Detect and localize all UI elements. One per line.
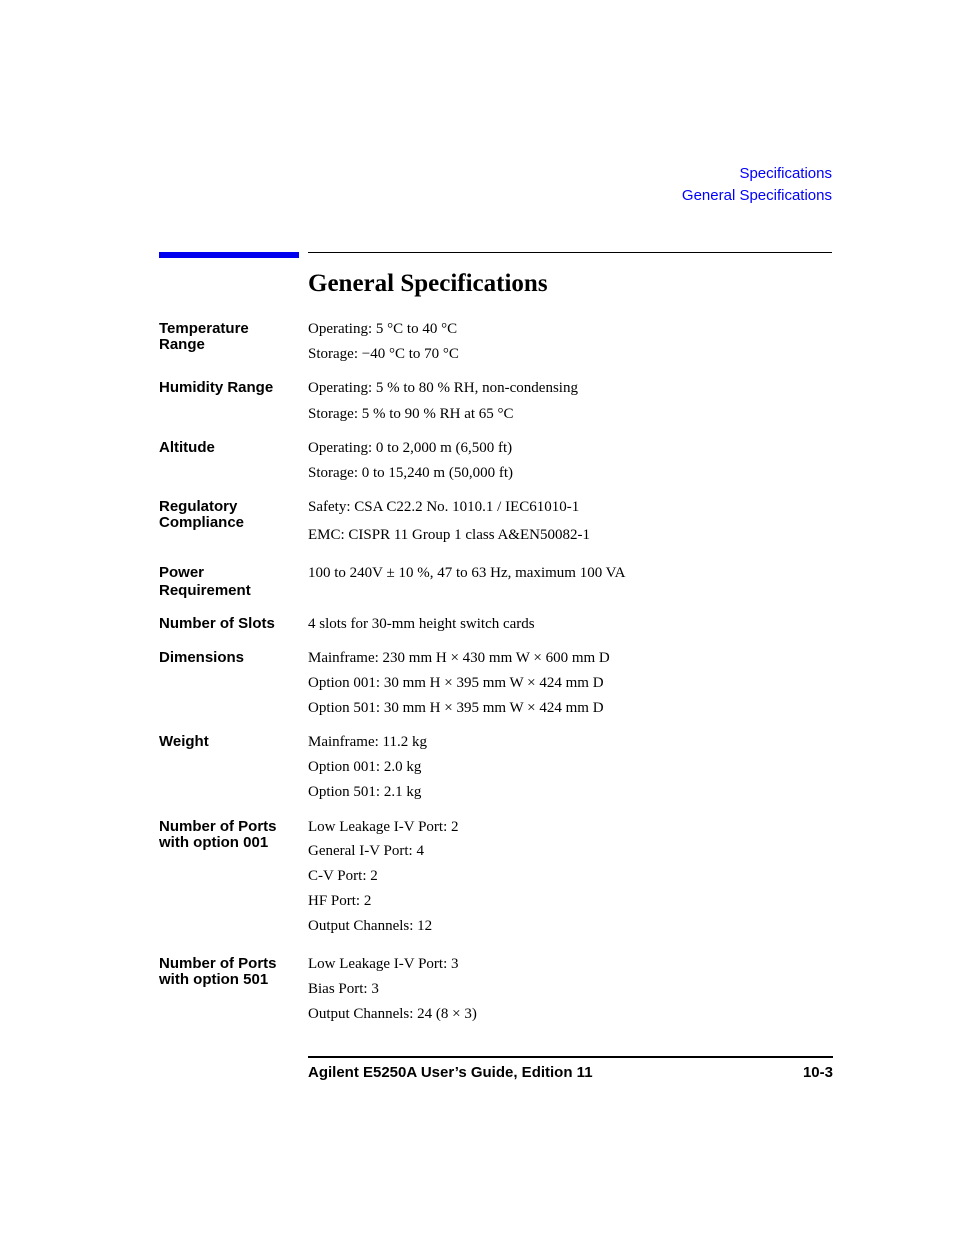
spec-label-line: Power <box>159 564 205 581</box>
spec-label-line: Range <box>159 336 205 353</box>
spec-label-humidity <box>159 380 299 396</box>
spec-label-line: Temperature <box>159 320 249 337</box>
spec-value-regulatory-emc: EMC: CISPR 11 Group 1 class A&EN50082-1 <box>308 527 590 543</box>
spec-value-weight-option501: Option 501: 2.1 kg <box>308 784 422 800</box>
spec-label-line: Dimensions <box>159 649 245 666</box>
spec-label-power <box>159 565 299 599</box>
footer-rule <box>308 1056 833 1058</box>
title-rule <box>308 252 832 253</box>
spec-value-regulatory-safety: Safety: CSA C22.2 No. 1010.1 / IEC61010-1 <box>308 499 580 515</box>
spec-value-dimensions-option501: Option 501: 30 mm H × 395 mm W × 424 mm D <box>308 700 604 716</box>
spec-label-line: Weight <box>159 733 209 750</box>
spec-value-ports001-general-iv: General I-V Port: 4 <box>308 843 424 859</box>
spec-label-line: Number of Ports <box>159 818 277 835</box>
footer-title: Agilent E5250A User’s Guide, Edition 11 <box>308 1064 593 1081</box>
spec-label-regulatory <box>159 499 299 531</box>
spec-label-dimensions <box>159 650 299 666</box>
spec-value-ports501-low-leakage: Low Leakage I-V Port: 3 <box>308 956 459 972</box>
spec-value-ports501-bias: Bias Port: 3 <box>308 981 379 997</box>
spec-value-ports001-cv: C-V Port: 2 <box>308 868 378 884</box>
spec-value-altitude-operating: Operating: 0 to 2,000 m (6,500 ft) <box>308 440 513 456</box>
spec-label-line: with option 501 <box>159 971 269 988</box>
spec-value-ports001-output: Output Channels: 12 <box>308 918 433 934</box>
spec-label-weight <box>159 734 299 750</box>
spec-label-temperature <box>159 321 299 353</box>
spec-label-line: Altitude <box>159 439 215 456</box>
spec-value-ports001-low-leakage: Low Leakage I-V Port: 2 <box>308 819 459 835</box>
spec-label-line: Compliance <box>159 514 245 531</box>
spec-value-dimensions-option001: Option 001: 30 mm H × 395 mm W × 424 mm D <box>308 675 604 691</box>
spec-label-line: Requirement <box>159 582 251 599</box>
spec-value-altitude-storage: Storage: 0 to 15,240 m (50,000 ft) <box>308 465 513 481</box>
spec-label-line: with option 001 <box>159 834 269 851</box>
spec-label-altitude <box>159 440 299 456</box>
spec-label-line: Number of Ports <box>159 955 277 972</box>
spec-label-ports-option501 <box>159 956 299 988</box>
spec-label-ports-option001 <box>159 819 299 851</box>
spec-label-line: Number of Slots <box>159 615 275 632</box>
spec-value-humidity-storage: Storage: 5 % to 90 % RH at 65 °C <box>308 406 514 422</box>
spec-value-temperature-operating: Operating: 5 °C to 40 °C <box>308 321 458 337</box>
spec-value-weight-option001: Option 001: 2.0 kg <box>308 759 422 775</box>
spec-value-humidity-operating: Operating: 5 % to 80 % RH, non-condensing <box>308 380 578 396</box>
spec-value-ports501-output: Output Channels: 24 (8 × 3) <box>308 1006 477 1022</box>
page-number: 10-3 <box>802 1064 833 1081</box>
spec-value-temperature-storage: Storage: −40 °C to 70 °C <box>308 346 459 362</box>
running-head-section-link[interactable]: General Specifications <box>681 187 832 204</box>
page-title: General Specifications <box>308 270 548 297</box>
spec-value-dimensions-mainframe: Mainframe: 230 mm H × 430 mm W × 600 mm D <box>308 650 610 666</box>
spec-value-ports001-hf: HF Port: 2 <box>308 893 372 909</box>
spec-label-line: Regulatory <box>159 498 238 515</box>
spec-label-slots <box>159 616 299 632</box>
title-accent-bar <box>159 252 299 258</box>
spec-value-power: 100 to 240V ± 10 %, 47 to 63 Hz, maximum 100 VA <box>308 565 626 581</box>
running-head-chapter-link[interactable]: Specifications <box>739 165 832 182</box>
spec-value-weight-mainframe: Mainframe: 11.2 kg <box>308 734 427 750</box>
spec-label-line: Humidity Range <box>159 379 274 396</box>
spec-value-slots: 4 slots for 30-mm height switch cards <box>308 616 535 632</box>
